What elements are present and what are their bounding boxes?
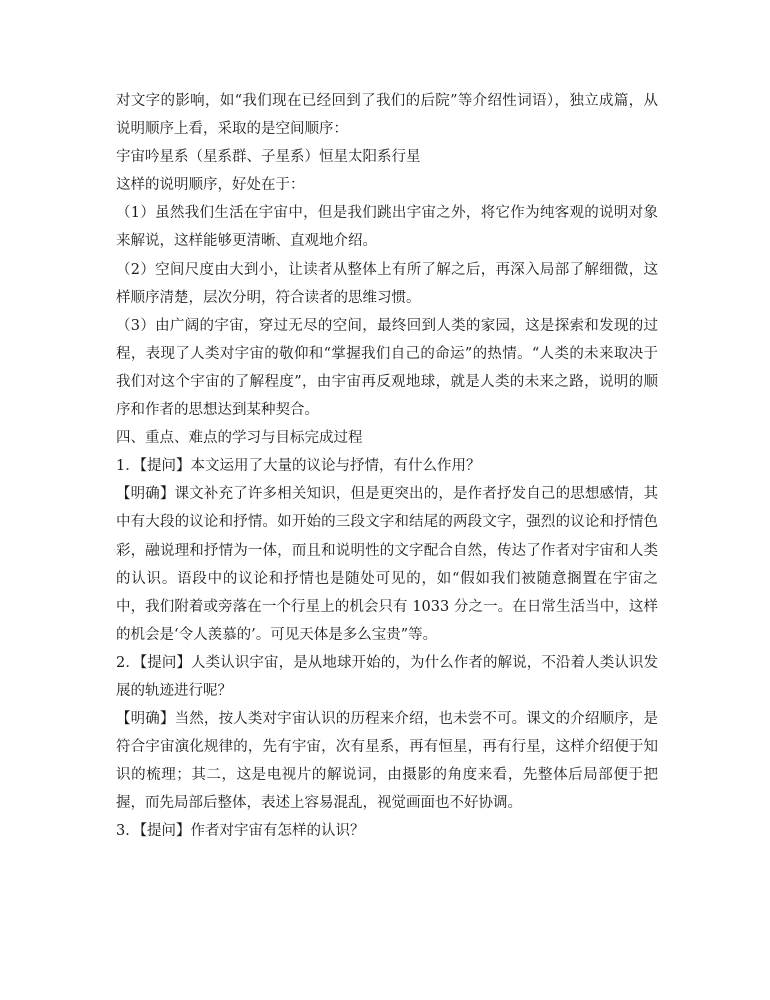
paragraph-benefits-lead: 这样的说明顺序，好处在于： (116, 177, 305, 194)
paragraph-benefit-1: （1）虽然我们生活在宇宙中，但是我们跳出宇宙之外，将它作为纯客观的说明对象来解说，这样能够更清晰、直观地介绍。 (116, 205, 658, 250)
paragraph-benefit-2: （2）空间尺度由大到小，让读者从整体上有所了解之后，再深入局部了解细微，这样顺序清楚，层次分明，符合读者的思维习惯。 (116, 261, 658, 306)
section-heading-4: 四、重点、难点的学习与目标完成过程 (116, 430, 363, 447)
paragraph-benefit-3: （3）由广阔的宇宙，穿过无尽的空间，最终回到人类的家园，这是探索和发现的过程，表现了人类对宇宙的敬仰和“掌握我们自己的命运”的热情。“人类的未来取决于我们对这个宇宙的了解程度”，由宇宙再反观地球，就是人类的未来之路，说明的顺序和作者的思想达到某种契合。 (116, 317, 658, 419)
document-body (116, 87, 658, 846)
question-2: 2．【提问】人类认识宇宙，是从地球开始的，为什么作者的解说，不沿着人类认识发展的轨迹进行呢？ (116, 654, 658, 699)
paragraph-intro-continued: 对文字的影响，如“我们现在已经回到了我们的后院”等介绍性词语），独立成篇，从说明顺序上看，采取的是空间顺序： (116, 93, 658, 138)
question-3: 3．【提问】作者对宇宙有怎样的认识？ (116, 823, 365, 840)
paragraph-order-chain: 宇宙吟星系（星系群、子星系）恒星太阳系行星 (116, 149, 421, 166)
question-1: 1．【提问】本文运用了大量的议论与抒情，有什么作用？ (116, 458, 481, 475)
answer-1: 【明确】课文补充了许多相关知识，但是更突出的，是作者抒发自己的思想感情，其中有大段的议论和抒情。如开始的三段文字和结尾的两段文字，强烈的议论和抒情色彩，融说理和抒情为一体，而且和说明性的文字配合自然，传达了作者对宇宙和人类的认识。语段中的议论和抒情也是随处可见的，如“假如我们被随意搁置在宇宙之中，我们附着或旁落在一个行星上的机会只有 1033 分之一。在日常生活当中，这样的机会是‘令人羡慕的’。可见天体是多么宝贵”等。 (116, 486, 658, 643)
answer-2: 【明确】当然，按人类对宇宙认识的历程来介绍，也未尝不可。课文的介绍顺序，是符合宇宙演化规律的，先有宇宙，次有星系，再有恒星，再有行星，这样介绍便于知识的梳理；其二，这是电视片的解说词，由摄影的角度来看，先整体后局部便于把握，而先局部后整体，表述上容易混乱，视觉画面也不好协调。 (116, 711, 658, 812)
